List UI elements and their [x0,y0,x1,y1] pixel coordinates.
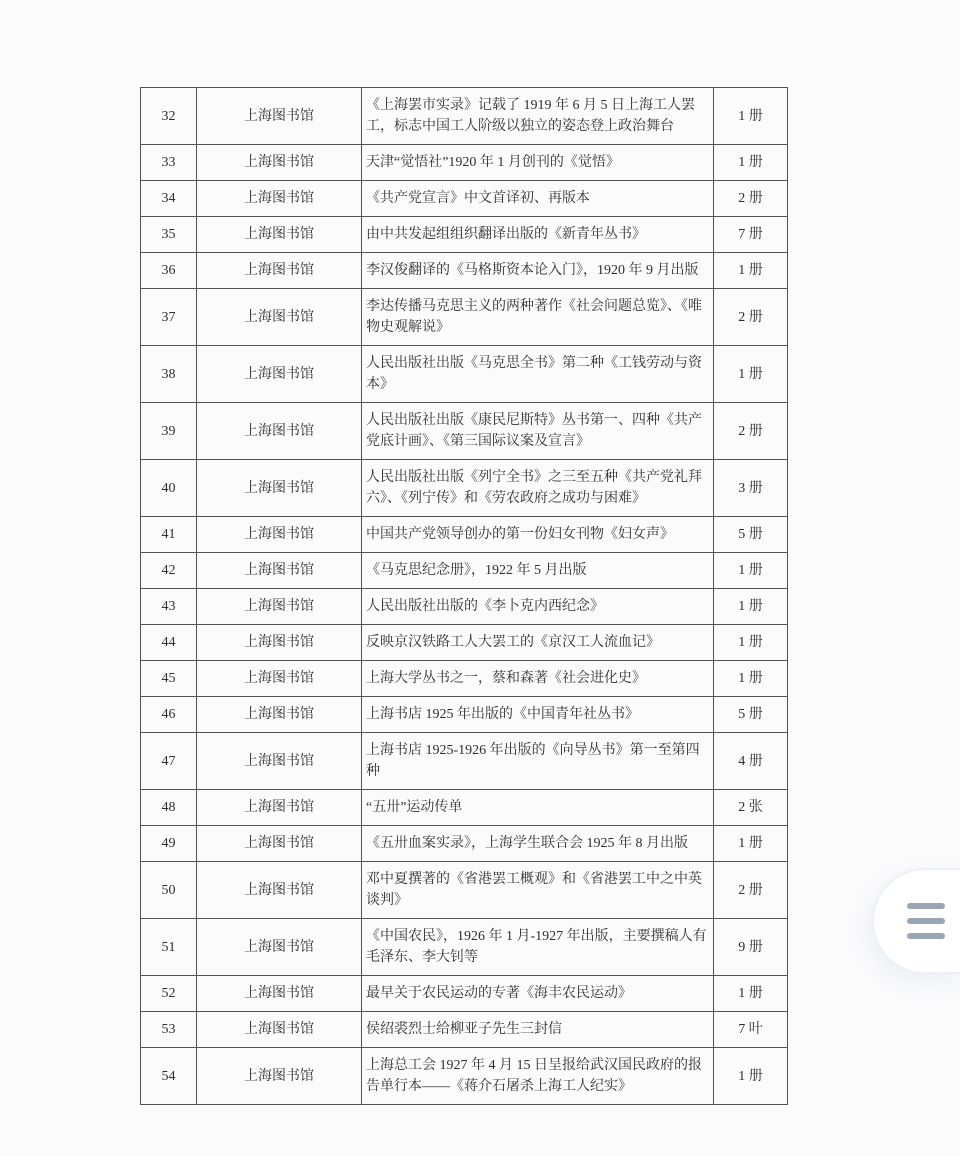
table-row [141,217,788,253]
row-organization: 上海图书馆 [197,145,362,181]
table-row [141,517,788,553]
row-quantity: 1 册 [714,346,788,403]
row-description: 上海总工会 1927 年 4 月 15 日呈报给武汉国民政府的报告单行本——《蒋介石屠杀上海工人纪实》 [362,1048,714,1105]
floating-menu-button[interactable] [872,868,960,974]
row-description: 人民出版社出版《列宁全书》之三至五种《共产党礼拜六》、《列宁传》和《劳农政府之成功与困难》 [362,460,714,517]
row-quantity: 1 册 [714,1048,788,1105]
row-description: 李达传播马克思主义的两种著作《社会问题总览》、《唯物史观解说》 [362,289,714,346]
row-description: 人民出版社出版《马克思全书》第二种《工钱劳动与资本》 [362,346,714,403]
row-quantity: 1 册 [714,145,788,181]
row-number: 45 [141,661,197,697]
row-organization: 上海图书馆 [197,181,362,217]
row-description: 《马克思纪念册》，1922 年 5 月出版 [362,553,714,589]
row-organization: 上海图书馆 [197,625,362,661]
collection-table [140,87,788,1105]
row-organization: 上海图书馆 [197,826,362,862]
row-quantity: 1 册 [714,625,788,661]
row-description: 《五卅血案实录》，上海学生联合会 1925 年 8 月出版 [362,826,714,862]
row-number: 43 [141,589,197,625]
table-row [141,289,788,346]
table-row [141,181,788,217]
table-row [141,589,788,625]
row-number: 52 [141,976,197,1012]
table-row [141,1012,788,1048]
row-quantity: 1 册 [714,826,788,862]
row-description: 人民出版社出版《康民尼斯特》丛书第一、四种《共产党底计画》、《第三国际议案及宣言》 [362,403,714,460]
row-organization: 上海图书馆 [197,919,362,976]
row-number: 48 [141,790,197,826]
row-organization: 上海图书馆 [197,733,362,790]
row-number: 46 [141,697,197,733]
row-organization: 上海图书馆 [197,1012,362,1048]
row-number: 53 [141,1012,197,1048]
row-description: 人民出版社出版的《李卜克内西纪念》 [362,589,714,625]
row-quantity: 1 册 [714,661,788,697]
table-row [141,862,788,919]
row-quantity: 4 册 [714,733,788,790]
row-number: 54 [141,1048,197,1105]
table-row [141,790,788,826]
row-organization: 上海图书馆 [197,88,362,145]
row-number: 35 [141,217,197,253]
row-quantity: 2 册 [714,403,788,460]
row-organization: 上海图书馆 [197,403,362,460]
row-number: 44 [141,625,197,661]
menu-bar [907,918,945,924]
row-quantity: 9 册 [714,919,788,976]
table-row [141,919,788,976]
table-row [141,697,788,733]
table-row [141,553,788,589]
row-quantity: 1 册 [714,88,788,145]
row-organization: 上海图书馆 [197,1048,362,1105]
row-number: 36 [141,253,197,289]
row-organization: 上海图书馆 [197,862,362,919]
row-organization: 上海图书馆 [197,253,362,289]
row-number: 32 [141,88,197,145]
row-quantity: 5 册 [714,517,788,553]
row-quantity: 2 册 [714,862,788,919]
table-row [141,733,788,790]
row-number: 49 [141,826,197,862]
row-number: 33 [141,145,197,181]
row-quantity: 7 叶 [714,1012,788,1048]
table-row [141,625,788,661]
row-description: 邓中夏撰著的《省港罢工概观》和《省港罢工中之中英谈判》 [362,862,714,919]
row-organization: 上海图书馆 [197,289,362,346]
table-row [141,826,788,862]
row-description: 上海书店 1925-1926 年出版的《向导丛书》第一至第四种 [362,733,714,790]
row-description: 反映京汉铁路工人大罢工的《京汉工人流血记》 [362,625,714,661]
row-description: 《共产党宣言》中文首译初、再版本 [362,181,714,217]
row-quantity: 3 册 [714,460,788,517]
row-organization: 上海图书馆 [197,790,362,826]
row-organization: 上海图书馆 [197,346,362,403]
row-number: 38 [141,346,197,403]
menu-bar [907,903,945,909]
row-organization: 上海图书馆 [197,217,362,253]
table-row [141,661,788,697]
row-description: 上海书店 1925 年出版的《中国青年社丛书》 [362,697,714,733]
row-organization: 上海图书馆 [197,517,362,553]
table-row [141,403,788,460]
row-organization: 上海图书馆 [197,553,362,589]
table-row [141,976,788,1012]
table-row [141,145,788,181]
row-number: 41 [141,517,197,553]
row-number: 47 [141,733,197,790]
table-row [141,88,788,145]
menu-bar [907,933,945,939]
row-quantity: 5 册 [714,697,788,733]
row-description: 侯绍裘烈士给柳亚子先生三封信 [362,1012,714,1048]
row-quantity: 2 张 [714,790,788,826]
row-quantity: 1 册 [714,976,788,1012]
row-number: 51 [141,919,197,976]
row-description: 由中共发起组组织翻译出版的《新青年丛书》 [362,217,714,253]
row-number: 37 [141,289,197,346]
table-row [141,1048,788,1105]
row-number: 40 [141,460,197,517]
row-description: “五卅”运动传单 [362,790,714,826]
row-organization: 上海图书馆 [197,661,362,697]
row-description: 最早关于农民运动的专著《海丰农民运动》 [362,976,714,1012]
row-description: 李汉俊翻译的《马格斯资本论入门》，1920 年 9 月出版 [362,253,714,289]
row-quantity: 2 册 [714,181,788,217]
row-description: 《上海罢市实录》记载了 1919 年 6 月 5 日上海工人罢工，标志中国工人阶级以独立的姿态登上政治舞台 [362,88,714,145]
row-organization: 上海图书馆 [197,697,362,733]
row-organization: 上海图书馆 [197,589,362,625]
row-number: 39 [141,403,197,460]
table-body [141,88,788,1105]
row-description: 上海大学丛书之一，蔡和森著《社会进化史》 [362,661,714,697]
row-organization: 上海图书馆 [197,460,362,517]
table-row [141,460,788,517]
table-row [141,253,788,289]
row-quantity: 2 册 [714,289,788,346]
table-row [141,346,788,403]
row-description: 天津“觉悟社”1920 年 1 月创刊的《觉悟》 [362,145,714,181]
row-number: 42 [141,553,197,589]
row-quantity: 7 册 [714,217,788,253]
row-description: 中国共产党领导创办的第一份妇女刊物《妇女声》 [362,517,714,553]
row-number: 50 [141,862,197,919]
row-description: 《中国农民》，1926 年 1 月-1927 年出版，主要撰稿人有毛泽东、李大钊等 [362,919,714,976]
row-quantity: 1 册 [714,553,788,589]
row-quantity: 1 册 [714,589,788,625]
row-quantity: 1 册 [714,253,788,289]
row-organization: 上海图书馆 [197,976,362,1012]
row-number: 34 [141,181,197,217]
